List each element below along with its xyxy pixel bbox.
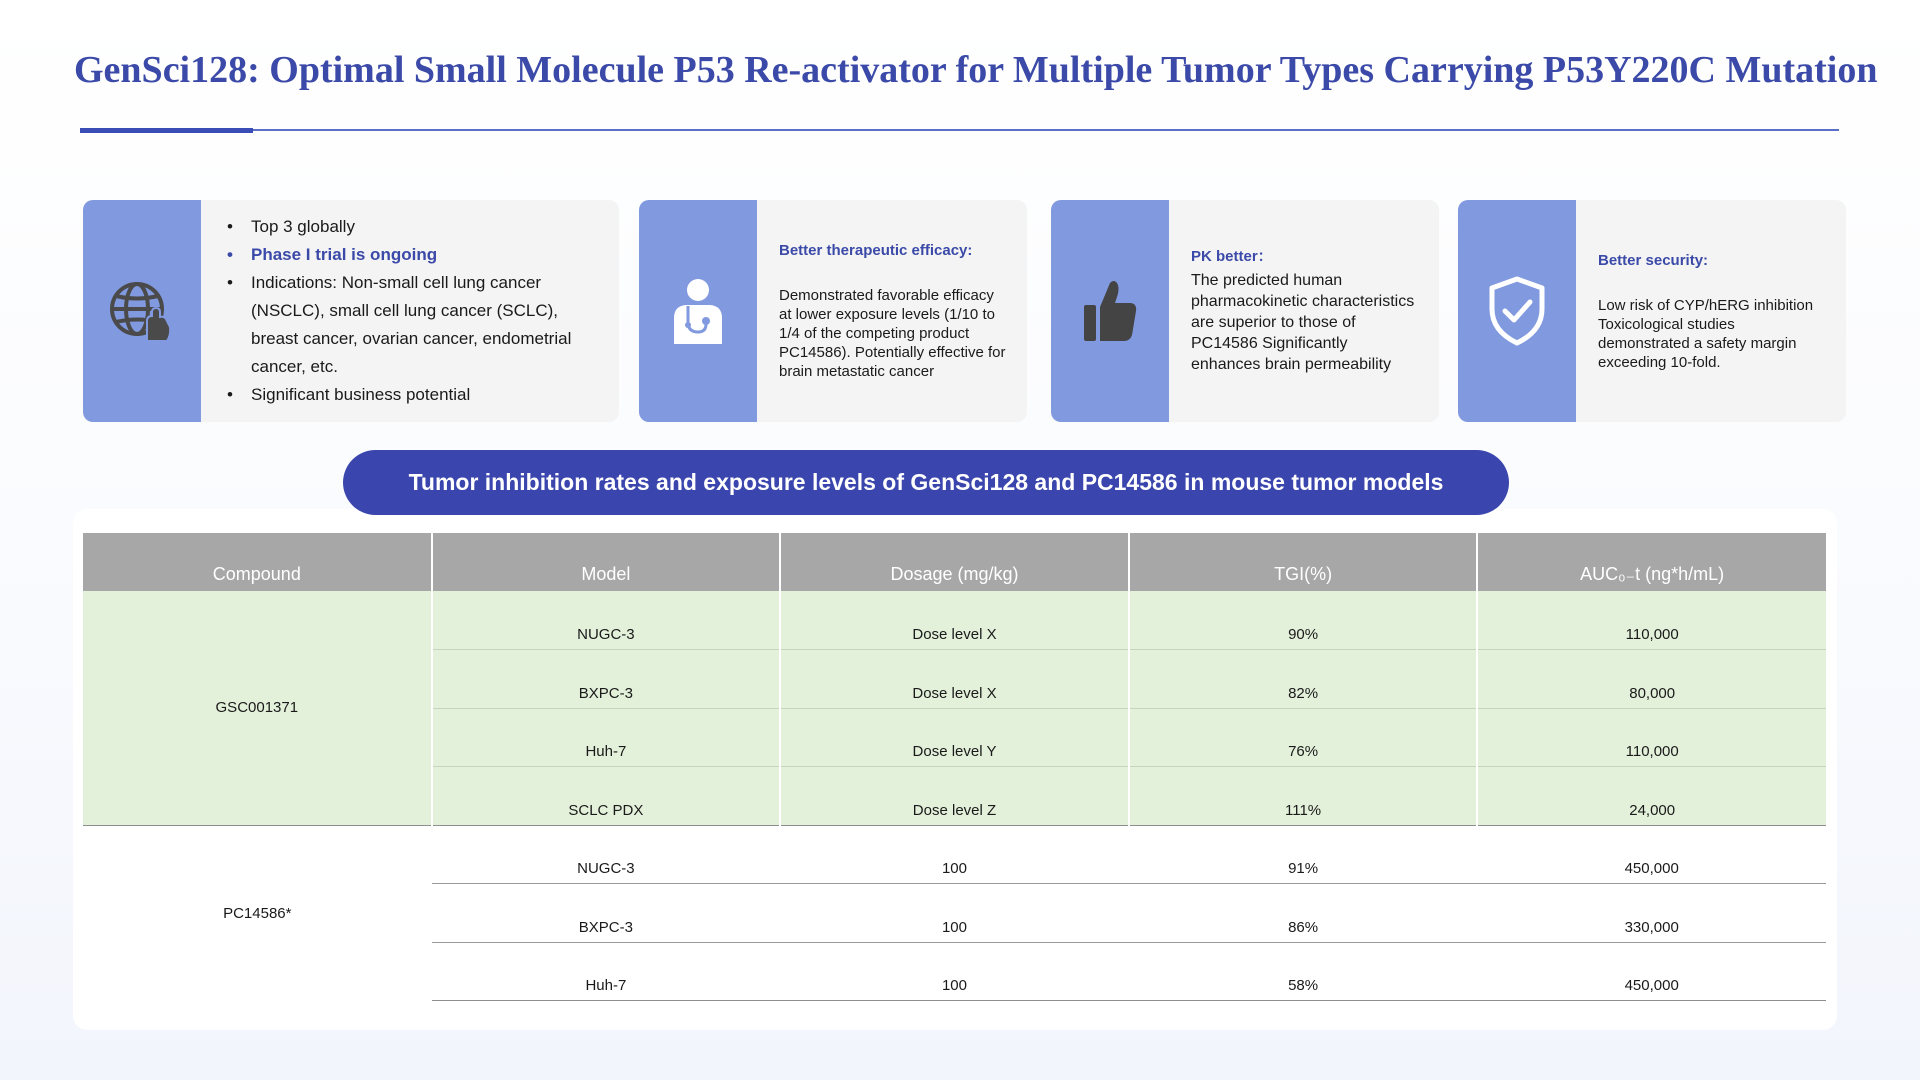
table-title: Tumor inhibition rates and exposure levels of GenSci128 and PC14586 in mouse tumor models (343, 450, 1509, 515)
auc-cell: 450,000 (1477, 942, 1826, 1001)
pk-title: PK better： (1191, 248, 1273, 265)
model-cell: BXPC-3 (432, 884, 781, 943)
dosage-cell: 100 (780, 884, 1129, 943)
bullet-business: • Significant business potential (223, 381, 601, 409)
header-dosage: Dosage (mg/kg) (780, 533, 1129, 591)
security-title: Better security: (1598, 251, 1709, 269)
dosage-cell: Dose level Y (780, 708, 1129, 767)
card-efficacy (639, 200, 1027, 422)
model-cell: SCLC PDX (432, 767, 781, 826)
header-auc: AUC₀₋t (ng*h/mL) (1477, 533, 1826, 591)
auc-cell: 330,000 (1477, 884, 1826, 943)
table-row (83, 825, 1826, 884)
tgi-cell: 90% (1129, 591, 1478, 650)
model-cell: Huh-7 (432, 708, 781, 767)
model-cell: NUGC-3 (432, 591, 781, 650)
title-divider (80, 129, 1839, 131)
header-compound: Compound (83, 533, 432, 591)
globe-hand-icon (107, 279, 177, 343)
tgi-cell: 86% (1129, 884, 1478, 943)
model-cell: BXPC-3 (432, 650, 781, 709)
dosage-cell: Dose level X (780, 591, 1129, 650)
efficacy-body: Demonstrated favorable efficacy at lower exposure levels (1/10 to 1/4 of the competing product PC14586). Potentially effective for brain metastatic cancer (779, 287, 1006, 380)
title-accent-bar (80, 128, 253, 133)
dosage-cell: 100 (780, 942, 1129, 1001)
auc-cell: 80,000 (1477, 650, 1826, 709)
doctor-icon (670, 276, 726, 346)
thumbs-up-icon (1082, 279, 1138, 343)
card-security (1458, 200, 1846, 422)
tgi-cell: 91% (1129, 825, 1478, 884)
compound-cell: PC14586* (83, 825, 432, 1001)
card-pk (1051, 200, 1439, 422)
tgi-cell: 58% (1129, 942, 1478, 1001)
bullet-top3: • Top 3 globally (223, 213, 601, 241)
card-icon-box (639, 200, 757, 422)
bullet-phase1: • Phase I trial is ongoing (223, 241, 601, 269)
model-cell: NUGC-3 (432, 825, 781, 884)
dosage-cell: 100 (780, 825, 1129, 884)
auc-cell: 110,000 (1477, 591, 1826, 650)
table-header-row (83, 533, 1826, 591)
card-overview (83, 200, 619, 422)
page-title: GenSci128: Optimal Small Molecule P53 Re-activator for Multiple Tumor Types Carrying P53Y220C Mutation (74, 49, 1878, 91)
dosage-cell: Dose level X (780, 650, 1129, 709)
card-icon-box (83, 200, 201, 422)
card-icon-box (1051, 200, 1169, 422)
dosage-cell: Dose level Z (780, 767, 1129, 826)
table-row (83, 591, 1826, 650)
efficacy-title: Better therapeutic efficacy: (779, 242, 973, 259)
header-model: Model (432, 533, 781, 591)
comparison-table (83, 533, 1826, 1001)
model-cell: Huh-7 (432, 942, 781, 1001)
auc-cell: 24,000 (1477, 767, 1826, 826)
shield-check-icon (1487, 275, 1547, 347)
auc-cell: 110,000 (1477, 708, 1826, 767)
auc-cell: 450,000 (1477, 825, 1826, 884)
tgi-cell: 111% (1129, 767, 1478, 826)
compound-cell: GSC001371 (83, 591, 432, 825)
header-tgi: TGI(%) (1129, 533, 1478, 591)
tgi-cell: 82% (1129, 650, 1478, 709)
card-icon-box (1458, 200, 1576, 422)
tgi-cell: 76% (1129, 708, 1478, 767)
pk-body: The predicted human pharmacokinetic characteristics are superior to those of PC14586 Significantly enhances brain permeability (1191, 272, 1415, 373)
bullet-indications: • Indications: Non-small cell lung cancer (NSCLC), small cell lung cancer (SCLC), breast cancer, ovarian cancer, endometrial cancer, etc. (223, 269, 601, 381)
security-body: Low risk of CYP/hERG inhibition Toxicological studies demonstrated a safety margin exceeding 10-fold. (1598, 296, 1814, 371)
